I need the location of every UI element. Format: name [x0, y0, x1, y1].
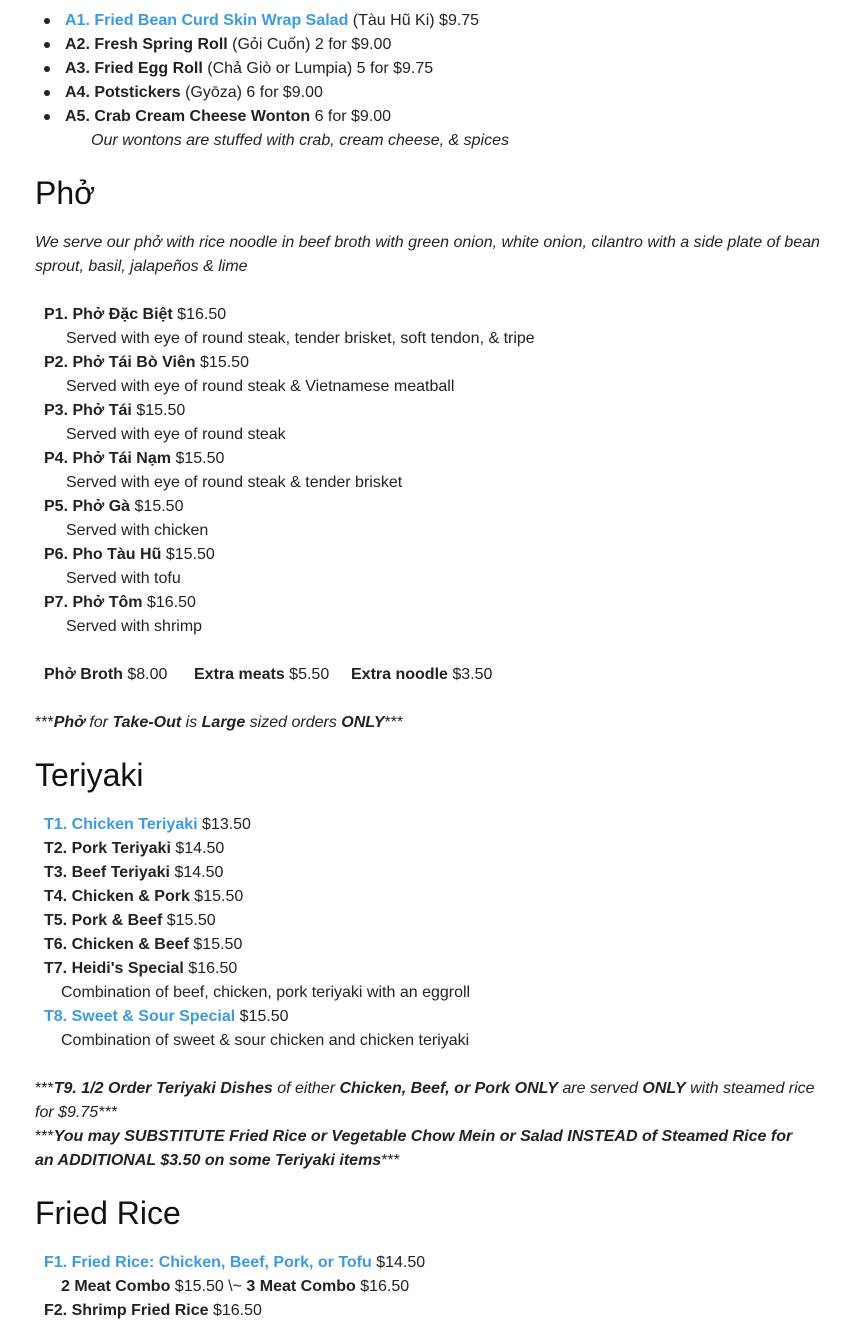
- pho-item-p7: P7. Phở Tôm $16.50: [44, 594, 196, 611]
- pho-item-p7-desc: Served with shrimp: [66, 618, 203, 635]
- fried-rice-f1-link[interactable]: F1. Fried Rice: Chicken, Beef, Pork, or Tofu: [44, 1254, 372, 1271]
- pho-extra-meats: Extra meats $5.50: [194, 666, 330, 683]
- appetizer-a1[interactable]: [65, 9, 479, 33]
- pho-item-p6: P6. Pho Tàu Hũ $15.50: [44, 546, 215, 563]
- teriyaki-item-t7: T7. Heidi's Special $16.50: [44, 960, 238, 977]
- pho-item-p3: P3. Phở Tái $15.50: [44, 402, 186, 419]
- teriyaki-item-t3: T3. Beef Teriyaki $14.50: [44, 864, 224, 881]
- teriyaki-item-t1[interactable]: T1. Chicken Teriyaki $13.50: [44, 816, 251, 833]
- appetizer-a2: A2. Fresh Spring Roll (Gỏi Cuốn) 2 for $9.00: [65, 36, 392, 53]
- pho-item-p2-desc: Served with eye of round steak & Vietnamese meatball: [66, 378, 455, 395]
- pho-extra-noodle: Extra noodle $3.50: [351, 666, 493, 683]
- list-bullet: [44, 114, 50, 120]
- wonton-note: Our wontons are stuffed with crab, cream cheese, & spices: [91, 132, 509, 149]
- pho-item-p2: P2. Phở Tái Bò Viên $15.50: [44, 354, 249, 371]
- teriyaki-item-t8[interactable]: T8. Sweet & Sour Special $15.50: [44, 1008, 289, 1025]
- teriyaki-item-t2: T2. Pork Teriyaki $14.50: [44, 840, 225, 857]
- fried-rice-combo: 2 Meat Combo $15.50 \~ 3 Meat Combo $16.50: [61, 1278, 410, 1295]
- teriyaki-heading: Teriyaki: [35, 757, 144, 793]
- pho-item-p4-desc: Served with eye of round steak & tender brisket: [66, 474, 403, 491]
- teriyaki-half-order-note: ***T9. 1/2 Order Teriyaki Dishes of either Chicken, Beef, or Pork ONLY are served ONLY with steamed rice for $9.75***: [35, 1080, 815, 1121]
- pho-extra-broth: Phở Broth $8.00: [44, 666, 168, 683]
- appetizer-a3: A3. Fried Egg Roll (Chả Giò or Lumpia) 5 for $9.75: [65, 60, 434, 77]
- pho-item-p4: P4. Phở Tái Nạm $15.50: [44, 450, 225, 467]
- list-bullet: [44, 18, 50, 24]
- appetizer-a1-extra: (Tàu Hũ Ki) $9.75: [352, 12, 480, 29]
- list-bullet: [44, 90, 50, 96]
- list-bullet: [44, 66, 50, 72]
- teriyaki-item-t4: T4. Chicken & Pork $15.50: [44, 888, 244, 905]
- appetizer-a5: A5. Crab Cream Cheese Wonton 6 for $9.00: [65, 108, 392, 125]
- pho-item-p5-desc: Served with chicken: [66, 522, 209, 539]
- pho-intro: We serve our phở with rice noodle in beef broth with green onion, white onion, cilantro with a side plate of bean sprout, basil, jalapeños & lime: [35, 234, 820, 275]
- teriyaki-t8-link[interactable]: T8. Sweet & Sour Special: [44, 1008, 236, 1025]
- appetizer-a4: A4. Potstickers (Gyōza) 6 for $9.00: [65, 84, 323, 101]
- teriyaki-item-t6: T6. Chicken & Beef $15.50: [44, 936, 243, 953]
- pho-item-p1-desc: Served with eye of round steak, tender brisket, soft tendon, & tripe: [66, 330, 535, 347]
- pho-item-p3-desc: Served with eye of round steak: [66, 426, 286, 443]
- fried-rice-heading: Fried Rice: [35, 1195, 181, 1231]
- fried-rice-item-f1[interactable]: F1. Fried Rice: Chicken, Beef, Pork, or Tofu $14.50: [44, 1254, 426, 1271]
- pho-item-p5: P5. Phở Gà $15.50: [44, 498, 184, 515]
- pho-item-p6-desc: Served with tofu: [66, 570, 181, 587]
- teriyaki-t1-link[interactable]: T1. Chicken Teriyaki: [44, 816, 198, 833]
- teriyaki-item-t5: T5. Pork & Beef $15.50: [44, 912, 216, 929]
- list-bullet: [44, 42, 50, 48]
- fried-rice-item-f2: F2. Shrimp Fried Rice $16.50: [44, 1302, 262, 1319]
- pho-takeout-note: ***Phở for Take-Out is Large sized orders ONLY***: [35, 714, 404, 731]
- appetizer-a1-link[interactable]: A1. Fried Bean Curd Skin Wrap Salad: [65, 12, 349, 29]
- pho-heading: Phở: [35, 175, 96, 211]
- teriyaki-item-t7-desc: Combination of beef, chicken, pork teriyaki with an eggroll: [61, 984, 471, 1001]
- teriyaki-item-t8-desc: Combination of sweet & sour chicken and chicken teriyaki: [61, 1032, 470, 1049]
- pho-item-p1: P1. Phở Đặc Biệt $16.50: [44, 306, 227, 323]
- teriyaki-substitute-note: ***You may SUBSTITUTE Fried Rice or Vegetable Chow Mein or Salad INSTEAD of Steamed Rice for an ADDITIONAL $3.50 on some Teriyaki items***: [35, 1128, 793, 1169]
